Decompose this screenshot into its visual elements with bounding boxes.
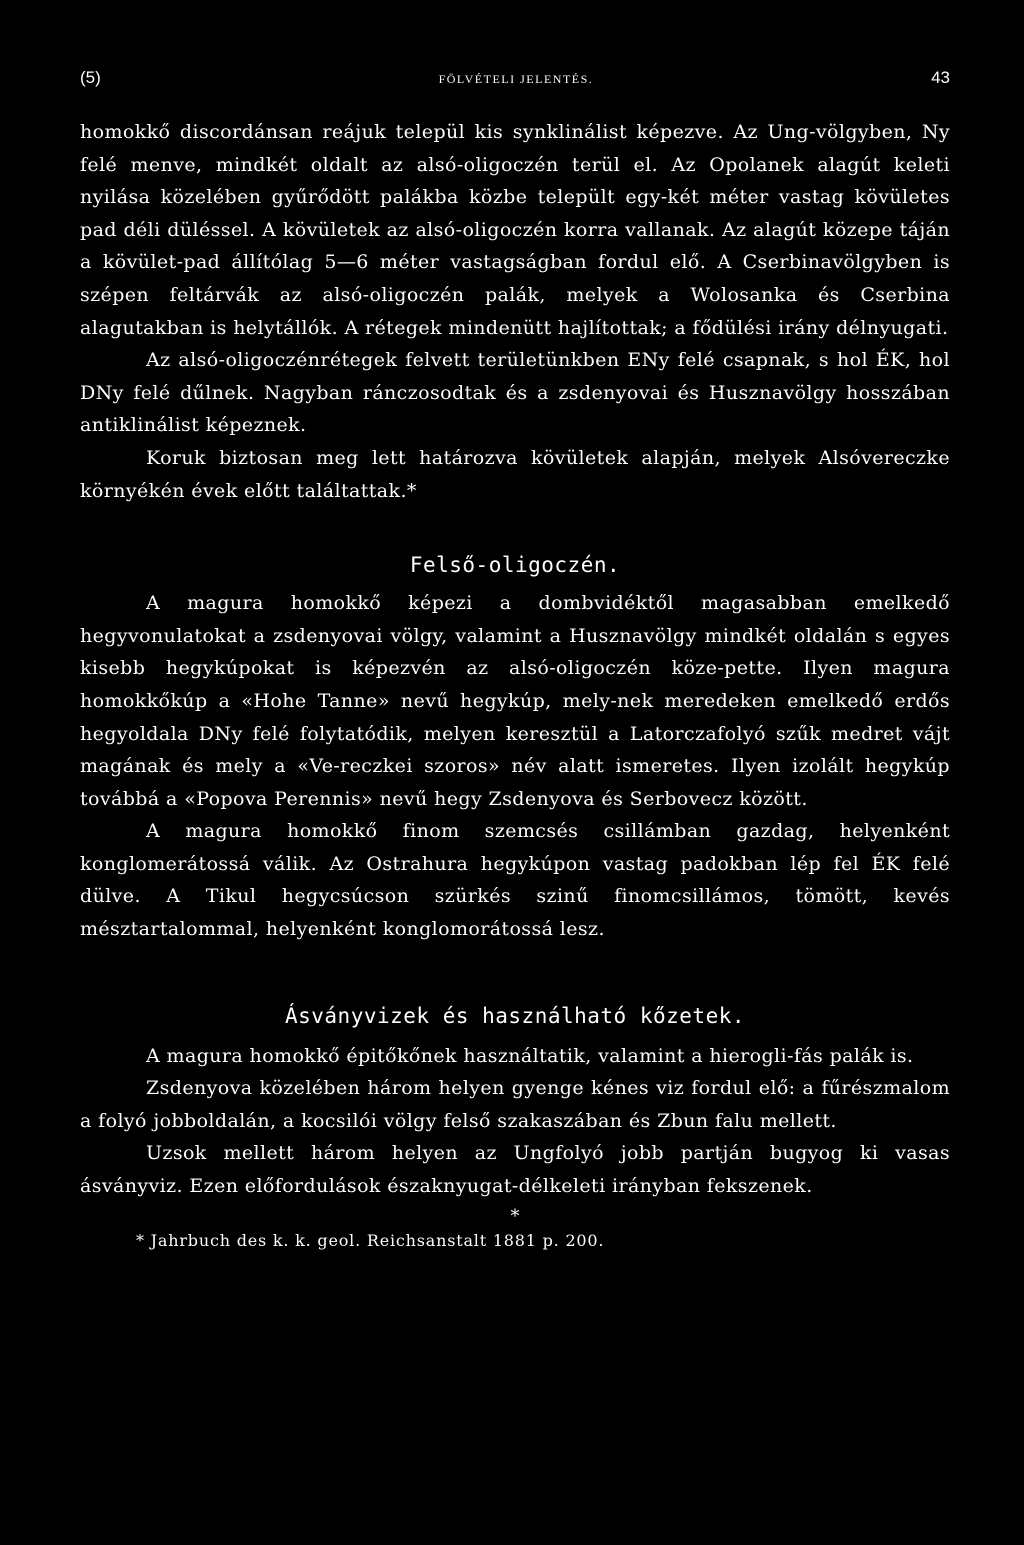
paragraph-intro-2: Az alsó-oligoczénrétegek felvett területünkben ENy felé csapnak, s hol ÉK, hol DNy felé dűlnek. Nagyban ránczosodtak és a zsdenyovai és Husznavölgy hosszában antiklinálist képeznek. bbox=[80, 349, 950, 437]
paragraph-section2-3: Uzsok mellett három helyen az Ungfolyó jobb partján bugyog ki vasas ásványviz. Ezen előfordulások északnyugat-délkeleti irányban fekszenek. bbox=[80, 1142, 950, 1198]
page-number: 43 bbox=[931, 68, 950, 87]
paragraph-intro-1: homokkő discordánsan reájuk települ kis synklinálist képezve. Az Ung-völgyben, Ny felé menve, mindkét oldalt az alsó-oligoczén terül el. Az Opolanek alagút keleti nyilása közelében gyűrődött palákba közbe települt egy-két méter vastag kövületes pad déli düléssel. A kövületek az alsó-oligoczén korra vallanak. Az alagút közepe táján a kövület-pad állítólag 5—6 méter vastagságban fordul elő. A Cserbinavölgyben is szépen feltárvák az alsó-oligoczén palák, melyek a Wolosanka és Cserbina alagutakban is helytállók. A rétegek mindenütt hajlítottak; a fődülési irány délnyugati. bbox=[80, 121, 950, 339]
page-header bbox=[80, 68, 950, 88]
page bbox=[80, 68, 950, 1253]
footnote: * Jahrbuch des k. k. geol. Reichsanstalt 1881 p. 200. bbox=[136, 1230, 605, 1250]
paragraph-section1-2: A magura homokkő finom szemcsés csillámban gazdag, helyenként konglomerátossá válik. Az Ostrahura hegykúpon vastag padokban lép fel ÉK felé dülve. A Tikul hegycsúcson szürkés szinű finomcsillámos, tömött, kevés mésztartalommal, helyenként konglomorátossá lesz. bbox=[80, 820, 950, 941]
paragraph-section2-2: Zsdenyova közelében három helyen gyenge kénes viz fordul elő: a fűrészmalom a folyó jobboldalán, a kocsilói völgy felső szakaszában és Zbun falu mellett. bbox=[80, 1077, 950, 1132]
footnote-divider: * bbox=[510, 1205, 520, 1227]
paragraph-section2-1: A magura homokkő épitőkőnek használtatik, valamint a hierogli-fás palák is. bbox=[146, 1044, 914, 1067]
running-title: FÖLVÉTELI JELENTÉS. bbox=[438, 72, 594, 86]
page-marker: (5) bbox=[80, 68, 101, 87]
section-heading-felso-oligoczen: Felső-oligoczén. bbox=[409, 553, 621, 578]
paragraph-intro-3: Koruk biztosan meg lett határozva kövületek alapján, melyek Alsóvereczke környékén évek előtt találtattak.* bbox=[80, 446, 950, 502]
section-heading-asvanyvizek: Ásványvizek és használható kőzetek. bbox=[284, 1003, 745, 1028]
paragraph-section1-1: A magura homokkő képezi a dombvidéktől magasabban emelkedő hegyvonulatokat a zsdenyovai völgy, valamint a Husznavölgy mindkét oldalán s egyes kisebb hegykúpokat is képezvén az alsó-oligoczén köze-pette. Ilyen magura homokkőkúp a «Hohe Tanne» nevű hegykúp, mely-nek meredeken emelkedő erdős hegyoldala DNy felé folytatódik, melyen keresztül a Latorczafolyó szűk medret vájt magának és mely a «Ve-reczkei szoros» név alatt ismeretes. Ilyen izolált hegykúp továbbá a «Popova Perennis» nevű hegy Zsdenyova és Serbovecz között. bbox=[80, 592, 950, 810]
